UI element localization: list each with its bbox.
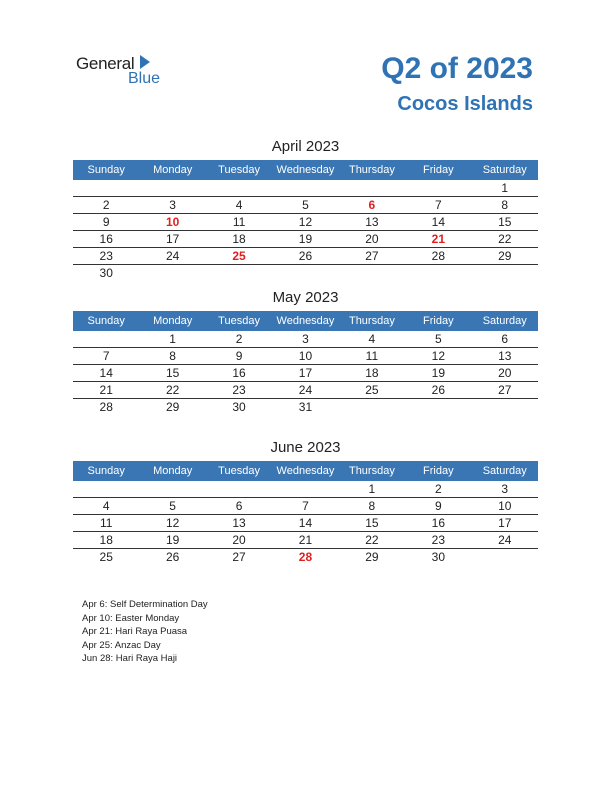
month-april: [73, 138, 538, 281]
week-row: [73, 265, 538, 281]
weekday-label: Friday: [423, 164, 454, 176]
empty-day-cell: [73, 180, 139, 196]
empty-day-cell: [206, 265, 272, 281]
day-cell: 14: [99, 366, 113, 380]
day-cell: 17: [298, 366, 313, 380]
day-cell: 29: [498, 249, 512, 263]
day-cell: 14: [431, 215, 445, 229]
day-cell: 6: [235, 499, 243, 513]
day-cell: 19: [298, 232, 313, 246]
weekday-label: Sunday: [87, 315, 125, 327]
day-cell: 9: [434, 499, 442, 513]
day-cell: 20: [232, 533, 246, 547]
weekday-label: Sunday: [87, 465, 125, 477]
day-cell: 20: [498, 366, 512, 380]
day-cell: 16: [431, 516, 445, 530]
month-title: June 2023: [270, 439, 341, 456]
holiday-item: Apr 6: Self Determination Day: [82, 599, 208, 610]
day-cell: 29: [365, 550, 379, 564]
weekday-label: Tuesday: [218, 315, 260, 327]
empty-day-cell: [139, 481, 205, 497]
day-cell: 24: [498, 533, 512, 547]
weekday-label: Saturday: [482, 164, 527, 176]
day-cell: 18: [99, 533, 113, 547]
weekday-label: Sunday: [87, 164, 125, 176]
day-cell: 26: [431, 383, 445, 397]
day-cell: 4: [235, 198, 243, 212]
day-cell: 11: [232, 215, 246, 229]
quarter-title: Q2 of 2023: [381, 52, 533, 85]
day-cell: 28: [99, 400, 113, 414]
day-cell: 7: [302, 499, 309, 513]
empty-day-cell: [272, 180, 338, 196]
week-row: [73, 549, 538, 565]
day-cell: 22: [498, 232, 512, 246]
day-cell: 11: [99, 516, 113, 530]
day-cell: 19: [165, 533, 180, 547]
day-cell: 1: [368, 482, 376, 496]
day-cell: 3: [501, 482, 509, 496]
weekday-label: Monday: [153, 465, 193, 477]
day-cell: 20: [365, 232, 379, 246]
month-title: May 2023: [272, 289, 339, 306]
day-cell: 18: [365, 366, 379, 380]
day-cell: 27: [498, 383, 512, 397]
day-cell: 9: [235, 349, 243, 363]
day-cell: 8: [368, 499, 376, 513]
day-cell: 2: [434, 482, 442, 496]
empty-day-cell: [339, 265, 405, 281]
week-row: [73, 197, 538, 214]
day-cell: 17: [498, 516, 512, 530]
day-cell: 3: [302, 332, 309, 346]
day-cell: 21: [99, 383, 113, 397]
week-row: [73, 231, 538, 248]
weekday-header: [73, 160, 538, 180]
day-cell: 24: [298, 383, 313, 397]
holiday-item: Jun 28: Hari Raya Haji: [82, 653, 178, 664]
day-cell: 27: [365, 249, 379, 263]
empty-day-cell: [405, 399, 471, 415]
day-cell: 9: [102, 215, 110, 229]
day-cell: 15: [498, 215, 512, 229]
empty-day-cell: [272, 265, 338, 281]
month-may: [73, 289, 538, 415]
day-cell: 7: [434, 198, 442, 212]
day-cell: 5: [302, 198, 309, 212]
holiday-day-cell: 28: [298, 550, 313, 564]
day-cell: 23: [99, 249, 113, 263]
week-row: [73, 180, 538, 197]
day-cell: 1: [169, 332, 176, 346]
empty-day-cell: [206, 481, 272, 497]
weekday-label: Friday: [423, 315, 454, 327]
day-cell: 26: [298, 249, 313, 263]
weekday-label: Saturday: [482, 465, 527, 477]
week-row: [73, 348, 538, 365]
day-cell: 13: [498, 349, 512, 363]
empty-day-cell: [339, 399, 405, 415]
empty-day-cell: [472, 399, 538, 415]
holiday-item: Apr 10: Easter Monday: [82, 612, 180, 624]
month-title: April 2023: [271, 138, 340, 155]
weekday-label: Tuesday: [218, 465, 260, 477]
day-cell: 30: [232, 400, 246, 414]
day-cell: 27: [232, 550, 246, 564]
month-june: [73, 439, 538, 565]
day-cell: 15: [365, 516, 379, 530]
day-cell: 4: [368, 332, 376, 346]
empty-day-cell: [272, 481, 338, 497]
weekday-label: Wednesday: [276, 465, 335, 477]
day-cell: 25: [99, 550, 113, 564]
week-row: [73, 365, 538, 382]
week-row: [73, 532, 538, 549]
holiday-day-cell: 6: [368, 198, 376, 212]
day-cell: 24: [165, 249, 180, 263]
week-row: [73, 331, 538, 348]
day-cell: 21: [298, 533, 313, 547]
day-cell: 15: [165, 366, 180, 380]
holiday-day-cell: 10: [165, 215, 180, 229]
day-cell: 12: [298, 215, 313, 229]
logo-flag-icon: [140, 55, 150, 69]
weekday-header: [73, 461, 538, 481]
day-cell: 23: [431, 533, 445, 547]
day-cell: 5: [434, 332, 442, 346]
day-cell: 12: [431, 349, 445, 363]
day-cell: 10: [498, 499, 512, 513]
day-cell: 18: [232, 232, 246, 246]
day-cell: 3: [169, 198, 176, 212]
day-cell: 30: [431, 550, 445, 564]
empty-day-cell: [73, 481, 139, 497]
empty-day-cell: [206, 180, 272, 196]
weekday-label: Monday: [153, 164, 193, 176]
day-cell: 25: [365, 383, 379, 397]
day-cell: 31: [298, 400, 313, 414]
day-cell: 6: [501, 332, 509, 346]
day-cell: 29: [165, 400, 180, 414]
holiday-day-cell: 21: [431, 232, 445, 246]
day-cell: 4: [102, 499, 110, 513]
empty-day-cell: [73, 331, 139, 347]
empty-day-cell: [139, 180, 205, 196]
day-cell: 26: [165, 550, 180, 564]
day-cell: 30: [99, 266, 113, 280]
empty-day-cell: [472, 265, 538, 281]
weekday-label: Monday: [153, 315, 193, 327]
day-cell: 19: [431, 366, 445, 380]
empty-day-cell: [405, 265, 471, 281]
weekday-label: Tuesday: [218, 164, 260, 176]
weekday-label: Thursday: [348, 164, 395, 176]
day-cell: 22: [365, 533, 379, 547]
logo-word-blue: Blue: [128, 70, 161, 87]
weekday-label: Wednesday: [276, 164, 335, 176]
day-cell: 23: [232, 383, 246, 397]
weekday-label: Saturday: [482, 315, 527, 327]
weekday-label: Thursday: [348, 315, 395, 327]
holiday-list: [82, 598, 208, 666]
empty-day-cell: [405, 180, 471, 196]
day-cell: 22: [165, 383, 180, 397]
week-row: [73, 248, 538, 265]
weekday-label: Friday: [423, 465, 454, 477]
weekday-label: Wednesday: [276, 315, 335, 327]
day-cell: 17: [165, 232, 180, 246]
day-cell: 1: [501, 181, 509, 195]
day-cell: 7: [102, 349, 110, 363]
day-cell: 13: [365, 215, 379, 229]
week-row: [73, 515, 538, 532]
day-cell: 28: [431, 249, 445, 263]
week-row: [73, 214, 538, 231]
logo-word-general: General: [76, 54, 135, 73]
empty-day-cell: [139, 265, 205, 281]
week-row: [73, 382, 538, 399]
holiday-day-cell: 25: [232, 249, 246, 263]
day-cell: 5: [169, 499, 176, 513]
weekday-header: [73, 311, 538, 331]
day-cell: 14: [298, 516, 313, 530]
country-name: Cocos Islands: [397, 93, 533, 115]
day-cell: 8: [169, 349, 176, 363]
day-cell: 13: [232, 516, 246, 530]
holiday-item: Apr 25: Anzac Day: [82, 639, 161, 651]
day-cell: 16: [232, 366, 246, 380]
empty-day-cell: [339, 180, 405, 196]
day-cell: 10: [298, 349, 313, 363]
day-cell: 11: [365, 349, 379, 363]
week-row: [73, 399, 538, 415]
weekday-label: Thursday: [348, 465, 395, 477]
generalblue-logo: [76, 54, 176, 88]
empty-day-cell: [472, 549, 538, 565]
day-cell: 2: [102, 198, 110, 212]
week-row: [73, 498, 538, 515]
week-row: [73, 481, 538, 498]
day-cell: 16: [99, 232, 113, 246]
day-cell: 12: [165, 516, 180, 530]
day-cell: 8: [501, 198, 509, 212]
holiday-item: Apr 21: Hari Raya Puasa: [82, 626, 188, 637]
day-cell: 2: [235, 332, 243, 346]
